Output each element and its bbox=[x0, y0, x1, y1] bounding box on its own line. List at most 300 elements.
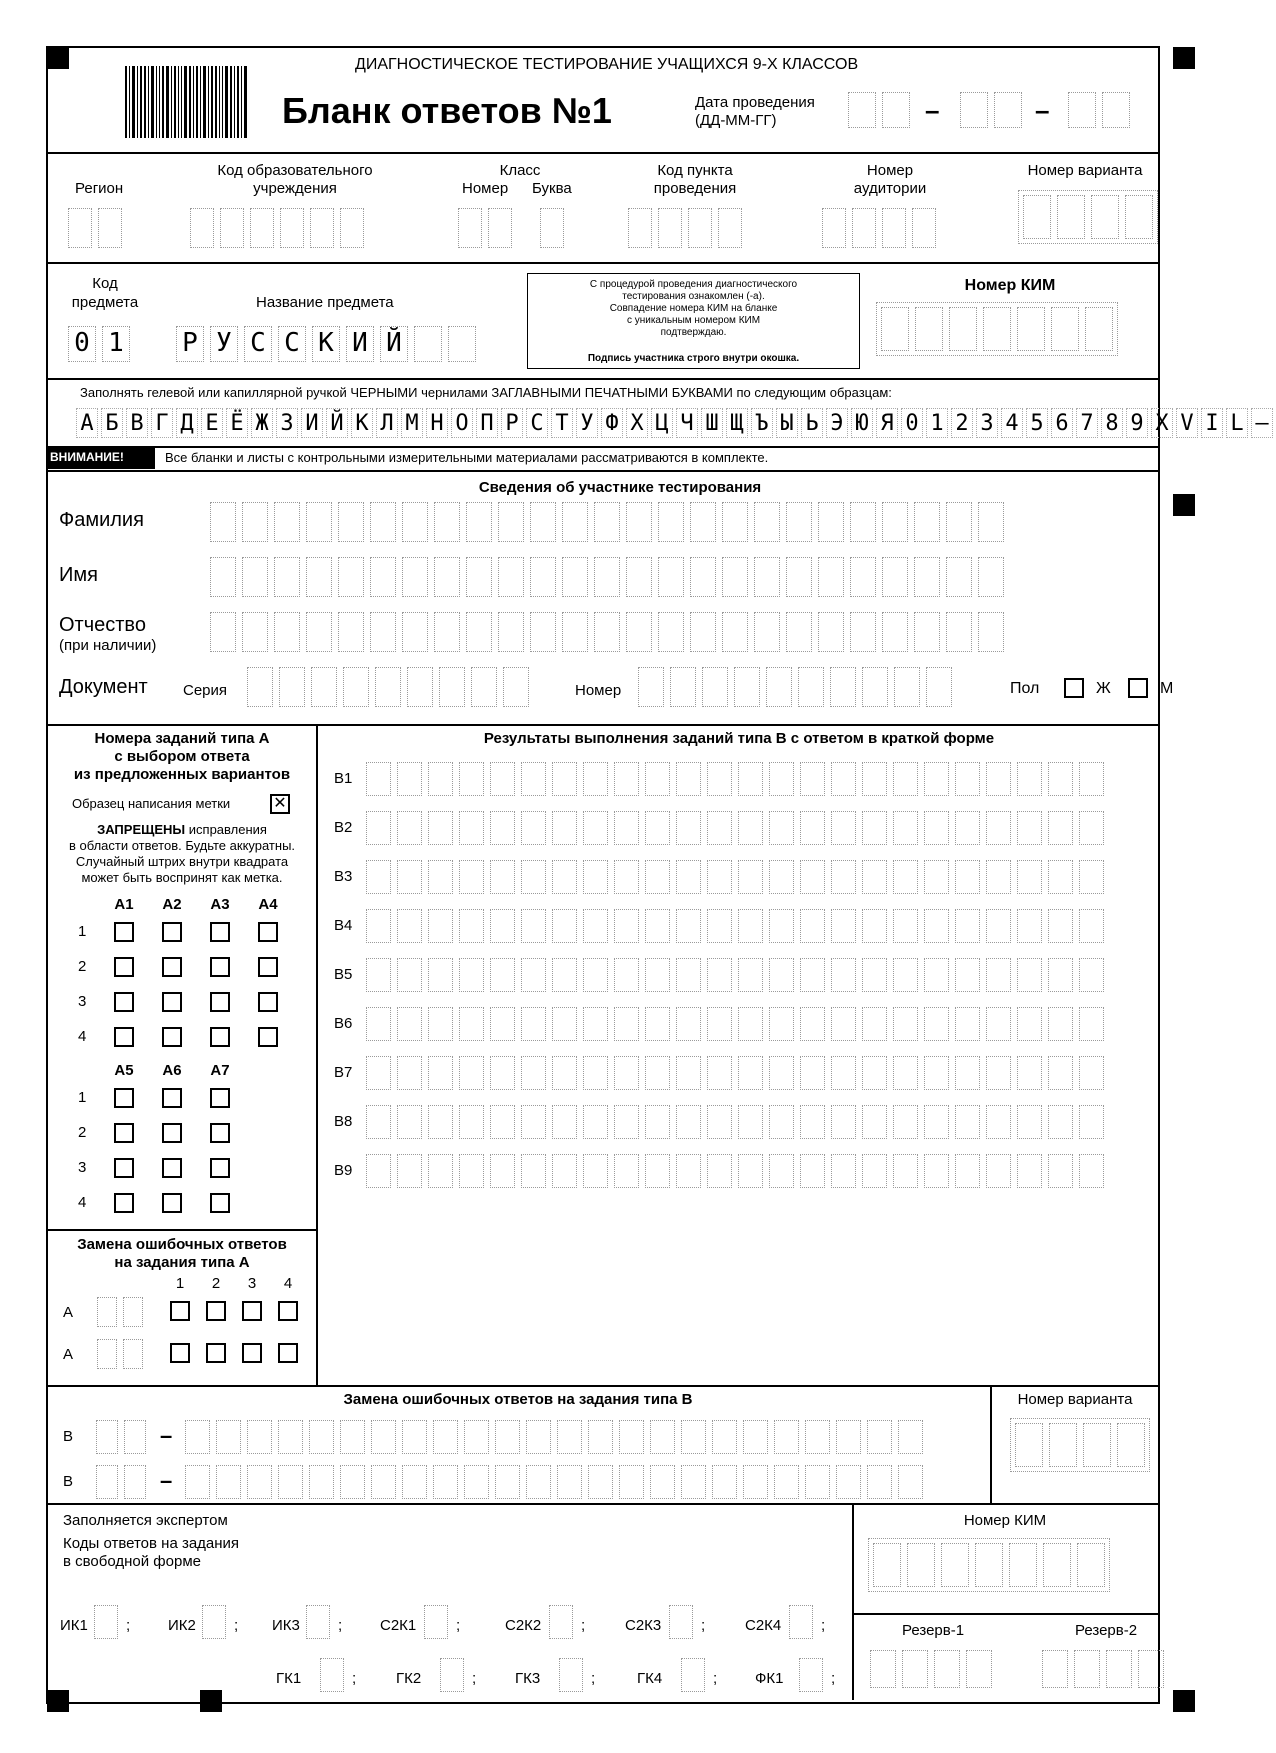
name-cell[interactable] bbox=[338, 557, 364, 597]
partA-answer-checkbox[interactable] bbox=[210, 1193, 230, 1213]
partB-answer-cell[interactable] bbox=[1017, 811, 1042, 845]
partB-answer-cell[interactable] bbox=[552, 811, 577, 845]
series-cell[interactable] bbox=[375, 667, 401, 707]
replaceB-answer-cell[interactable] bbox=[836, 1420, 861, 1454]
replaceA-answer-checkbox[interactable] bbox=[242, 1301, 262, 1321]
surname-cell[interactable] bbox=[434, 502, 460, 542]
replaceB-answer-cells[interactable] bbox=[185, 1420, 929, 1454]
partB-answer-cell[interactable] bbox=[397, 909, 422, 943]
patronymic-cell[interactable] bbox=[658, 612, 684, 652]
partB-answer-cell[interactable] bbox=[769, 1105, 794, 1139]
partB-answer-cell[interactable] bbox=[1079, 1154, 1104, 1188]
subject-name-cells[interactable] bbox=[176, 326, 482, 362]
patronymic-cell[interactable] bbox=[274, 612, 300, 652]
replaceB-answer-cell[interactable] bbox=[836, 1465, 861, 1499]
surname-cell[interactable] bbox=[882, 502, 908, 542]
partB-answer-cell[interactable] bbox=[676, 860, 701, 894]
partB-answer-cell[interactable] bbox=[614, 1007, 639, 1041]
expert-code-cell[interactable] bbox=[549, 1605, 579, 1639]
partB-answer-cell[interactable] bbox=[1079, 762, 1104, 796]
replaceB-answer-cell[interactable] bbox=[743, 1420, 768, 1454]
partA-answer-checkbox[interactable] bbox=[114, 1088, 134, 1108]
partB-answer-cell[interactable] bbox=[738, 909, 763, 943]
surname-cell[interactable] bbox=[754, 502, 780, 542]
replaceB-answer-cell[interactable] bbox=[681, 1465, 706, 1499]
partA-answer-checkbox[interactable] bbox=[114, 1027, 134, 1047]
partB-answer-cell[interactable] bbox=[1079, 1105, 1104, 1139]
partB-answer-cell[interactable] bbox=[366, 1007, 391, 1041]
expert-code-cell-box[interactable] bbox=[306, 1605, 330, 1639]
partB-answer-cell[interactable] bbox=[459, 860, 484, 894]
partB-answer-cell[interactable] bbox=[428, 958, 453, 992]
partB-answer-cell[interactable] bbox=[1079, 1007, 1104, 1041]
partB-answer-cell[interactable] bbox=[490, 1056, 515, 1090]
replaceA-answer-checkbox[interactable] bbox=[278, 1343, 298, 1363]
patronymic-cell[interactable] bbox=[914, 612, 940, 652]
partB-answer-cell[interactable] bbox=[924, 1056, 949, 1090]
patronymic-cell[interactable] bbox=[434, 612, 460, 652]
series-cell[interactable] bbox=[311, 667, 337, 707]
doc-number-cells[interactable] bbox=[638, 667, 958, 707]
surname-cell[interactable] bbox=[690, 502, 716, 542]
partB-answer-cell[interactable] bbox=[645, 1105, 670, 1139]
partB-answer-cell[interactable] bbox=[707, 958, 732, 992]
partB-answer-cell[interactable] bbox=[831, 1056, 856, 1090]
partB-answer-cell[interactable] bbox=[738, 811, 763, 845]
partB-answer-cell[interactable] bbox=[986, 860, 1011, 894]
partB-answer-cell[interactable] bbox=[490, 1007, 515, 1041]
partB-answer-cell[interactable] bbox=[800, 860, 825, 894]
partB-answer-cell[interactable] bbox=[800, 958, 825, 992]
partB-answer-cells[interactable] bbox=[366, 1007, 1110, 1041]
partB-answer-cell[interactable] bbox=[645, 762, 670, 796]
partB-answer-cell[interactable] bbox=[397, 1056, 422, 1090]
patronymic-cell[interactable] bbox=[626, 612, 652, 652]
name-cell[interactable] bbox=[594, 557, 620, 597]
replaceB-answer-cell[interactable] bbox=[774, 1420, 799, 1454]
partA-answer-checkbox[interactable] bbox=[210, 1088, 230, 1108]
doc-number-cell[interactable] bbox=[894, 667, 920, 707]
expert-code-cell-box[interactable] bbox=[799, 1658, 823, 1692]
partB-answer-cell[interactable] bbox=[676, 811, 701, 845]
partB-answer-cell[interactable] bbox=[459, 1056, 484, 1090]
partA-answer-checkbox[interactable] bbox=[258, 1027, 278, 1047]
replaceB-answer-cell[interactable] bbox=[464, 1420, 489, 1454]
replaceB-answer-cell[interactable] bbox=[588, 1420, 613, 1454]
partA-answer-checkbox[interactable] bbox=[114, 922, 134, 942]
partB-answer-cell[interactable] bbox=[955, 909, 980, 943]
name-cell[interactable] bbox=[658, 557, 684, 597]
partB-answer-cell[interactable] bbox=[862, 1105, 887, 1139]
replaceA-task-cells[interactable] bbox=[97, 1339, 149, 1369]
partB-answer-cell[interactable] bbox=[490, 860, 515, 894]
replaceB-answer-cell[interactable] bbox=[650, 1420, 675, 1454]
partB-answer-cell[interactable] bbox=[738, 1007, 763, 1041]
partA-answer-checkbox[interactable] bbox=[162, 1158, 182, 1178]
partB-answer-cell[interactable] bbox=[707, 811, 732, 845]
partB-answer-cell[interactable] bbox=[738, 1105, 763, 1139]
expert-kim-cells[interactable] bbox=[868, 1538, 1110, 1592]
partA-answer-checkbox[interactable] bbox=[258, 922, 278, 942]
expert-code-cell[interactable] bbox=[799, 1658, 829, 1692]
partB-answer-cell[interactable] bbox=[769, 1056, 794, 1090]
doc-number-cell[interactable] bbox=[798, 667, 824, 707]
partB-answer-cell[interactable] bbox=[366, 762, 391, 796]
replaceB-answer-cell[interactable] bbox=[185, 1420, 210, 1454]
replaceB-answer-cell[interactable] bbox=[619, 1420, 644, 1454]
surname-cell[interactable] bbox=[338, 502, 364, 542]
partB-answer-cell[interactable] bbox=[459, 909, 484, 943]
partB-answer-cell[interactable] bbox=[397, 860, 422, 894]
name-cell[interactable] bbox=[530, 557, 556, 597]
gender-male-checkbox[interactable] bbox=[1128, 678, 1148, 698]
partB-answer-cell[interactable] bbox=[862, 909, 887, 943]
partB-answer-cell[interactable] bbox=[862, 762, 887, 796]
partB-answer-cell[interactable] bbox=[428, 1007, 453, 1041]
partB-answer-cell[interactable] bbox=[800, 762, 825, 796]
surname-cell[interactable] bbox=[562, 502, 588, 542]
replaceB-answer-cell[interactable] bbox=[526, 1465, 551, 1499]
series-cell[interactable] bbox=[503, 667, 529, 707]
replaceB-answer-cell[interactable] bbox=[681, 1420, 706, 1454]
expert-code-cell[interactable] bbox=[94, 1605, 124, 1639]
partB-answer-cells[interactable] bbox=[366, 1056, 1110, 1090]
partB-answer-cell[interactable] bbox=[428, 860, 453, 894]
replaceB-task-cells[interactable] bbox=[96, 1420, 152, 1454]
partA-answer-checkbox[interactable] bbox=[114, 992, 134, 1012]
partA-answer-checkbox[interactable] bbox=[114, 957, 134, 977]
partB-answer-cell[interactable] bbox=[614, 909, 639, 943]
replaceB-answer-cell[interactable] bbox=[402, 1465, 427, 1499]
date-month-cells[interactable] bbox=[960, 92, 1028, 128]
replaceB-answer-cell[interactable] bbox=[371, 1420, 396, 1454]
name-cell[interactable] bbox=[850, 557, 876, 597]
partB-answer-cell[interactable] bbox=[366, 1056, 391, 1090]
name-cell[interactable] bbox=[914, 557, 940, 597]
partB-answer-cell[interactable] bbox=[986, 1056, 1011, 1090]
name-cell[interactable] bbox=[466, 557, 492, 597]
partB-answer-cell[interactable] bbox=[1017, 860, 1042, 894]
replaceB-answer-cell[interactable] bbox=[464, 1465, 489, 1499]
partB-answer-cell[interactable] bbox=[986, 762, 1011, 796]
partB-answer-cell[interactable] bbox=[490, 762, 515, 796]
partB-answer-cell[interactable] bbox=[924, 958, 949, 992]
partB-answer-cell[interactable] bbox=[366, 958, 391, 992]
partB-answer-cell[interactable] bbox=[955, 762, 980, 796]
surname-cell[interactable] bbox=[242, 502, 268, 542]
replaceA-task-cell[interactable] bbox=[97, 1339, 117, 1369]
partB-answer-cell[interactable] bbox=[831, 860, 856, 894]
partB-answer-cell[interactable] bbox=[552, 1154, 577, 1188]
patronymic-cells[interactable] bbox=[210, 612, 1010, 652]
partB-answer-cell[interactable] bbox=[552, 909, 577, 943]
partB-answer-cell[interactable] bbox=[1048, 762, 1073, 796]
partB-answer-cell[interactable] bbox=[459, 1007, 484, 1041]
partB-answer-cell[interactable] bbox=[924, 811, 949, 845]
partB-answer-cell[interactable] bbox=[924, 860, 949, 894]
replaceB-answer-cell[interactable] bbox=[712, 1465, 737, 1499]
partB-answer-cell[interactable] bbox=[583, 958, 608, 992]
expert-code-cell-box[interactable] bbox=[669, 1605, 693, 1639]
surname-cell[interactable] bbox=[210, 502, 236, 542]
partB-answer-cell[interactable] bbox=[1079, 1056, 1104, 1090]
partB-answer-cell[interactable] bbox=[955, 811, 980, 845]
partB-answer-cell[interactable] bbox=[1017, 1105, 1042, 1139]
partB-answer-cell[interactable] bbox=[924, 762, 949, 796]
partB-answer-cell[interactable] bbox=[490, 909, 515, 943]
partA-answer-checkbox[interactable] bbox=[162, 992, 182, 1012]
partB-answer-cell[interactable] bbox=[986, 909, 1011, 943]
partA-answer-checkbox[interactable] bbox=[258, 992, 278, 1012]
surname-cell[interactable] bbox=[306, 502, 332, 542]
partB-answer-cell[interactable] bbox=[738, 762, 763, 796]
partA-answer-checkbox[interactable] bbox=[210, 922, 230, 942]
partB-answer-cell[interactable] bbox=[552, 860, 577, 894]
partB-answer-cell[interactable] bbox=[707, 1056, 732, 1090]
partB-answer-cell[interactable] bbox=[583, 811, 608, 845]
partA-answer-checkbox[interactable] bbox=[162, 1027, 182, 1047]
partB-answer-cell[interactable] bbox=[707, 860, 732, 894]
partB-answer-cells[interactable] bbox=[366, 1105, 1110, 1139]
patronymic-cell[interactable] bbox=[338, 612, 364, 652]
partB-answer-cell[interactable] bbox=[862, 1007, 887, 1041]
partB-answer-cell[interactable] bbox=[986, 1105, 1011, 1139]
surname-cell[interactable] bbox=[530, 502, 556, 542]
partA-answer-checkbox[interactable] bbox=[162, 1088, 182, 1108]
expert-code-cell-box[interactable] bbox=[202, 1605, 226, 1639]
partB-answer-cell[interactable] bbox=[552, 1056, 577, 1090]
expert-code-cell-box[interactable] bbox=[559, 1658, 583, 1692]
patronymic-cell[interactable] bbox=[370, 612, 396, 652]
class-number-cells[interactable] bbox=[458, 208, 518, 248]
partB-answer-cell[interactable] bbox=[428, 762, 453, 796]
replaceB-answer-cell[interactable] bbox=[526, 1420, 551, 1454]
surname-cell[interactable] bbox=[946, 502, 972, 542]
replaceB-answer-cell[interactable] bbox=[278, 1465, 303, 1499]
replaceB-answer-cell[interactable] bbox=[433, 1465, 458, 1499]
replaceB-answer-cell[interactable] bbox=[495, 1420, 520, 1454]
partB-answer-cell[interactable] bbox=[986, 1007, 1011, 1041]
expert-code-cell[interactable] bbox=[424, 1605, 454, 1639]
partB-answer-cell[interactable] bbox=[707, 762, 732, 796]
partB-answer-cell[interactable] bbox=[614, 860, 639, 894]
partB-answer-cell[interactable] bbox=[1048, 909, 1073, 943]
partB-answer-cell[interactable] bbox=[1048, 860, 1073, 894]
expert-code-cell[interactable] bbox=[681, 1658, 711, 1692]
partB-answer-cell[interactable] bbox=[955, 1056, 980, 1090]
subject-code-cells[interactable] bbox=[68, 326, 136, 362]
partB-answer-cell[interactable] bbox=[614, 1105, 639, 1139]
replaceB-task-cell[interactable] bbox=[96, 1465, 118, 1499]
partB-answer-cell[interactable] bbox=[707, 1007, 732, 1041]
replaceB-answer-cell[interactable] bbox=[867, 1420, 892, 1454]
expert-code-cell[interactable] bbox=[559, 1658, 589, 1692]
replaceA-task-cell[interactable] bbox=[123, 1297, 143, 1327]
replaceB-answer-cells[interactable] bbox=[185, 1465, 929, 1499]
room-cells[interactable] bbox=[822, 208, 942, 248]
partB-answer-cell[interactable] bbox=[428, 1154, 453, 1188]
partB-answer-cell[interactable] bbox=[769, 958, 794, 992]
expert-code-cell-box[interactable] bbox=[424, 1605, 448, 1639]
partB-answer-cell[interactable] bbox=[893, 762, 918, 796]
partB-answer-cell[interactable] bbox=[955, 860, 980, 894]
surname-cell[interactable] bbox=[850, 502, 876, 542]
partB-answer-cell[interactable] bbox=[1079, 811, 1104, 845]
partB-answer-cell[interactable] bbox=[707, 1105, 732, 1139]
partB-answer-cell[interactable] bbox=[862, 811, 887, 845]
partB-answer-cell[interactable] bbox=[862, 1154, 887, 1188]
partB-answer-cell[interactable] bbox=[800, 811, 825, 845]
expert-code-cell[interactable] bbox=[789, 1605, 819, 1639]
replaceB-task-cells[interactable] bbox=[96, 1465, 152, 1499]
partB-answer-cell[interactable] bbox=[707, 1154, 732, 1188]
replaceB-answer-cell[interactable] bbox=[619, 1465, 644, 1499]
partA-answer-checkbox[interactable] bbox=[210, 992, 230, 1012]
name-cell[interactable] bbox=[690, 557, 716, 597]
patronymic-cell[interactable] bbox=[850, 612, 876, 652]
expert-code-cell[interactable] bbox=[669, 1605, 699, 1639]
doc-number-cell[interactable] bbox=[766, 667, 792, 707]
replaceB-answer-cell[interactable] bbox=[309, 1465, 334, 1499]
partB-answer-cell[interactable] bbox=[645, 1154, 670, 1188]
partB-answer-cell[interactable] bbox=[831, 1007, 856, 1041]
name-cell[interactable] bbox=[434, 557, 460, 597]
partA-answer-checkbox[interactable] bbox=[162, 957, 182, 977]
partB-answer-cell[interactable] bbox=[676, 762, 701, 796]
replaceA-answer-checkbox[interactable] bbox=[206, 1301, 226, 1321]
name-cell[interactable] bbox=[370, 557, 396, 597]
replaceB-answer-cell[interactable] bbox=[216, 1420, 241, 1454]
replaceB-answer-cell[interactable] bbox=[402, 1420, 427, 1454]
replaceA-task-cell[interactable] bbox=[123, 1339, 143, 1369]
replaceB-answer-cell[interactable] bbox=[216, 1465, 241, 1499]
variant-cells[interactable] bbox=[1018, 190, 1158, 244]
replaceB-answer-cell[interactable] bbox=[185, 1465, 210, 1499]
surname-cells[interactable] bbox=[210, 502, 1010, 542]
series-cell[interactable] bbox=[343, 667, 369, 707]
partB-answer-cell[interactable] bbox=[1017, 1056, 1042, 1090]
partB-answer-cell[interactable] bbox=[831, 909, 856, 943]
partB-answer-cell[interactable] bbox=[1048, 1007, 1073, 1041]
partB-answer-cell[interactable] bbox=[1017, 958, 1042, 992]
partB-answer-cell[interactable] bbox=[800, 1056, 825, 1090]
expert-code-cell[interactable] bbox=[202, 1605, 232, 1639]
replaceA-answer-checkbox[interactable] bbox=[170, 1301, 190, 1321]
partB-answer-cells[interactable] bbox=[366, 909, 1110, 943]
partB-answer-cell[interactable] bbox=[583, 762, 608, 796]
name-cell[interactable] bbox=[882, 557, 908, 597]
partB-answer-cell[interactable] bbox=[955, 958, 980, 992]
partB-answer-cell[interactable] bbox=[397, 1007, 422, 1041]
partB-answer-cell[interactable] bbox=[645, 811, 670, 845]
partB-answer-cell[interactable] bbox=[614, 762, 639, 796]
partB-answer-cells[interactable] bbox=[366, 860, 1110, 894]
partB-answer-cell[interactable] bbox=[1017, 762, 1042, 796]
partB-answer-cell[interactable] bbox=[552, 1007, 577, 1041]
replaceA-answer-checkbox[interactable] bbox=[170, 1343, 190, 1363]
series-cells[interactable] bbox=[247, 667, 535, 707]
expert-code-cell-box[interactable] bbox=[549, 1605, 573, 1639]
partA-answer-checkbox[interactable] bbox=[114, 1193, 134, 1213]
partB-answer-cell[interactable] bbox=[676, 1105, 701, 1139]
surname-cell[interactable] bbox=[594, 502, 620, 542]
partB-answer-cell[interactable] bbox=[459, 1105, 484, 1139]
partB-answer-cell[interactable] bbox=[738, 860, 763, 894]
replaceA-task-cells[interactable] bbox=[97, 1297, 149, 1327]
name-cell[interactable] bbox=[562, 557, 588, 597]
partB-answer-cell[interactable] bbox=[459, 958, 484, 992]
partB-answer-cell[interactable] bbox=[521, 1105, 546, 1139]
partB-answer-cell[interactable] bbox=[1048, 1105, 1073, 1139]
surname-cell[interactable] bbox=[370, 502, 396, 542]
partB-answer-cell[interactable] bbox=[614, 1056, 639, 1090]
doc-number-cell[interactable] bbox=[670, 667, 696, 707]
name-cell[interactable] bbox=[498, 557, 524, 597]
patronymic-cell[interactable] bbox=[402, 612, 428, 652]
partB-answer-cell[interactable] bbox=[583, 909, 608, 943]
replaceB-answer-cell[interactable] bbox=[712, 1420, 737, 1454]
partB-answer-cell[interactable] bbox=[397, 811, 422, 845]
partB-answer-cell[interactable] bbox=[893, 1056, 918, 1090]
surname-cell[interactable] bbox=[498, 502, 524, 542]
name-cell[interactable] bbox=[818, 557, 844, 597]
surname-cell[interactable] bbox=[978, 502, 1004, 542]
surname-cell[interactable] bbox=[402, 502, 428, 542]
partB-answer-cell[interactable] bbox=[831, 958, 856, 992]
name-cell[interactable] bbox=[946, 557, 972, 597]
partB-answer-cell[interactable] bbox=[1017, 909, 1042, 943]
partB-answer-cell[interactable] bbox=[862, 1056, 887, 1090]
series-cell[interactable] bbox=[471, 667, 497, 707]
partB-answer-cell[interactable] bbox=[738, 1056, 763, 1090]
point-code-cells[interactable] bbox=[628, 208, 748, 248]
partB-answer-cell[interactable] bbox=[800, 1154, 825, 1188]
doc-number-cell[interactable] bbox=[734, 667, 760, 707]
partB-answer-cell[interactable] bbox=[397, 1154, 422, 1188]
partB-answer-cell[interactable] bbox=[583, 860, 608, 894]
replaceB-answer-cell[interactable] bbox=[805, 1465, 830, 1499]
partA-answer-checkbox[interactable] bbox=[258, 957, 278, 977]
replaceA-answer-checkbox[interactable] bbox=[242, 1343, 262, 1363]
replaceB-answer-cell[interactable] bbox=[898, 1420, 923, 1454]
partB-answer-cell[interactable] bbox=[769, 909, 794, 943]
partB-answer-cell[interactable] bbox=[800, 1007, 825, 1041]
partB-answer-cell[interactable] bbox=[986, 958, 1011, 992]
partB-answer-cell[interactable] bbox=[521, 909, 546, 943]
partB-answer-cell[interactable] bbox=[366, 909, 391, 943]
replaceB-answer-cell[interactable] bbox=[774, 1465, 799, 1499]
patronymic-cell[interactable] bbox=[498, 612, 524, 652]
partB-answer-cell[interactable] bbox=[428, 909, 453, 943]
partB-answer-cell[interactable] bbox=[676, 1154, 701, 1188]
partB-answer-cell[interactable] bbox=[645, 1007, 670, 1041]
patronymic-cell[interactable] bbox=[562, 612, 588, 652]
partB-answer-cell[interactable] bbox=[521, 1007, 546, 1041]
partB-answer-cell[interactable] bbox=[955, 1007, 980, 1041]
partB-answer-cell[interactable] bbox=[1048, 1154, 1073, 1188]
partB-answer-cell[interactable] bbox=[800, 909, 825, 943]
replaceB-answer-cell[interactable] bbox=[340, 1465, 365, 1499]
replaceB-answer-cell[interactable] bbox=[495, 1465, 520, 1499]
partA-answer-checkbox[interactable] bbox=[114, 1158, 134, 1178]
partB-answer-cell[interactable] bbox=[676, 958, 701, 992]
partB-answer-cell[interactable] bbox=[397, 1105, 422, 1139]
replaceA-answer-checkbox[interactable] bbox=[278, 1301, 298, 1321]
partB-answer-cell[interactable] bbox=[583, 1007, 608, 1041]
expert-code-cell[interactable] bbox=[440, 1658, 470, 1692]
partB-answer-cell[interactable] bbox=[862, 860, 887, 894]
name-cell[interactable] bbox=[978, 557, 1004, 597]
